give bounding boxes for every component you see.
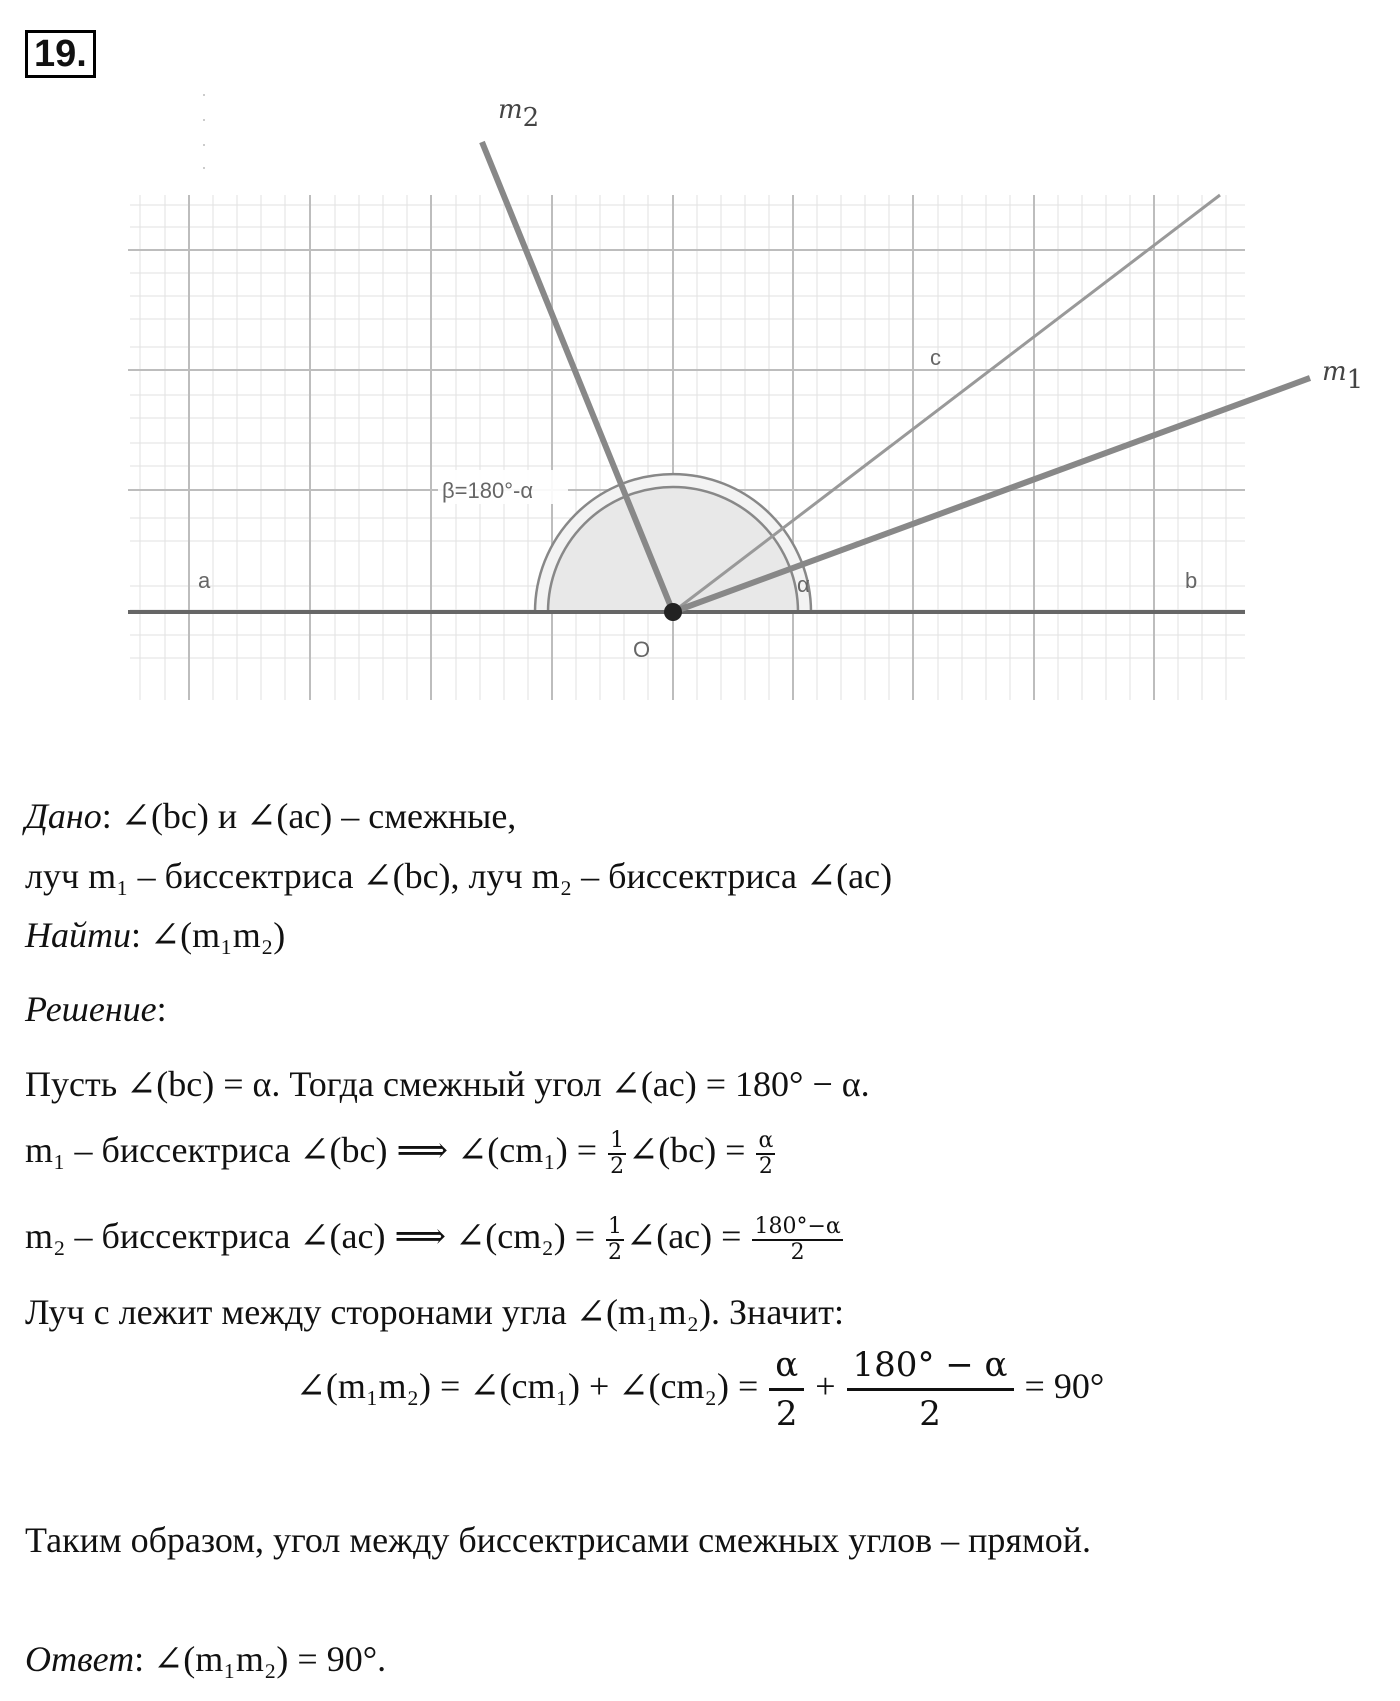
label-b: b <box>1185 568 1198 593</box>
conclusion-text: Таким образом, угол между биссектрисами смежных углов – прямой. <box>25 1520 1092 1560</box>
geometry-figure <box>0 0 1400 720</box>
step-2-frac-alpha: $\frac{\alpha}{2}$ <box>758 1127 774 1179</box>
step-1-text: Пусть ∠(bc) = α. Тогда смежный угол ∠(ac) = 180° − α. <box>25 1064 870 1104</box>
label-origin: O <box>633 637 651 662</box>
main-equation <box>0 1342 1400 1437</box>
eq-frac-180: $\frac{180^\circ - \alpha}{2}$ <box>847 1342 1014 1437</box>
ray-c <box>673 195 1220 612</box>
label-a: a <box>198 568 211 593</box>
find-line: Найти: ∠(m₁m₂) <box>25 915 286 955</box>
step-3-lhs: m₂ – биссектриса ∠(ac) ⟹ ∠(cm₂) = <box>25 1216 596 1256</box>
solution-step-3 <box>25 1214 845 1265</box>
problem-number: 19. <box>25 30 96 78</box>
grid-minor <box>130 195 1245 700</box>
answer-line: Ответ: ∠(m₁m₂) = 90°. <box>25 1639 387 1679</box>
given-label: Дано <box>25 796 102 836</box>
answer-expr: ∠(m₁m₂) = 90°. <box>153 1639 387 1679</box>
label-c: c <box>930 345 941 370</box>
step-4-text: Луч c лежит между сторонами угла ∠(m₁m₂). Значит: <box>25 1292 844 1332</box>
grid-ticks <box>188 95 205 720</box>
given-text-1: ∠(bc) и ∠(ac) – смежные, <box>120 796 517 836</box>
eq-frac-alpha: $\frac{\alpha}{2}$ <box>769 1342 804 1437</box>
find-label: Найти <box>25 915 131 955</box>
step-2-frac-half: $\frac{1}{2}$ <box>610 1127 625 1179</box>
answer-label: Ответ <box>25 1639 135 1679</box>
step-2-lhs: m₁ – биссектриса ∠(bc) ⟹ ∠(cm₁) = <box>25 1130 598 1170</box>
given-line-1: Дано: ∠(bc) и ∠(ac) – смежные, <box>25 796 517 836</box>
label-m1: m1 <box>1322 357 1364 395</box>
label-m2: m2 <box>498 95 540 133</box>
solution-step-1 <box>25 1062 870 1106</box>
step-3-mid: ∠(ac) = <box>626 1216 742 1256</box>
eq-lhs: ∠(m₁m₂) = ∠(cm₁) + ∠(cm₂) = <box>295 1365 759 1406</box>
solution-label: Решение <box>25 989 157 1029</box>
solution-heading: Решение: <box>25 989 167 1029</box>
conclusion <box>25 1518 1091 1562</box>
solution-step-2 <box>25 1128 777 1179</box>
grid-major <box>128 195 1245 700</box>
given-text-2: луч m₁ – биссектриса ∠(bc), луч m₂ – биссектриса ∠(ac) <box>25 856 893 896</box>
beta-label: β=180°-α <box>442 478 534 503</box>
step-3-frac-half: $\frac{1}{2}$ <box>608 1213 623 1265</box>
solution-step-4 <box>25 1290 844 1334</box>
eq-plus: + <box>815 1365 836 1406</box>
step-3-frac-180: $\frac{180^\circ-\alpha}{2}$ <box>754 1213 841 1265</box>
find-expr: ∠(m₁m₂) <box>150 915 286 955</box>
label-alpha: α <box>797 572 810 597</box>
given-line-2 <box>25 854 892 898</box>
origin-point <box>664 603 682 621</box>
step-2-mid: ∠(bc) = <box>628 1130 746 1170</box>
eq-rhs: = 90° <box>1024 1365 1105 1406</box>
